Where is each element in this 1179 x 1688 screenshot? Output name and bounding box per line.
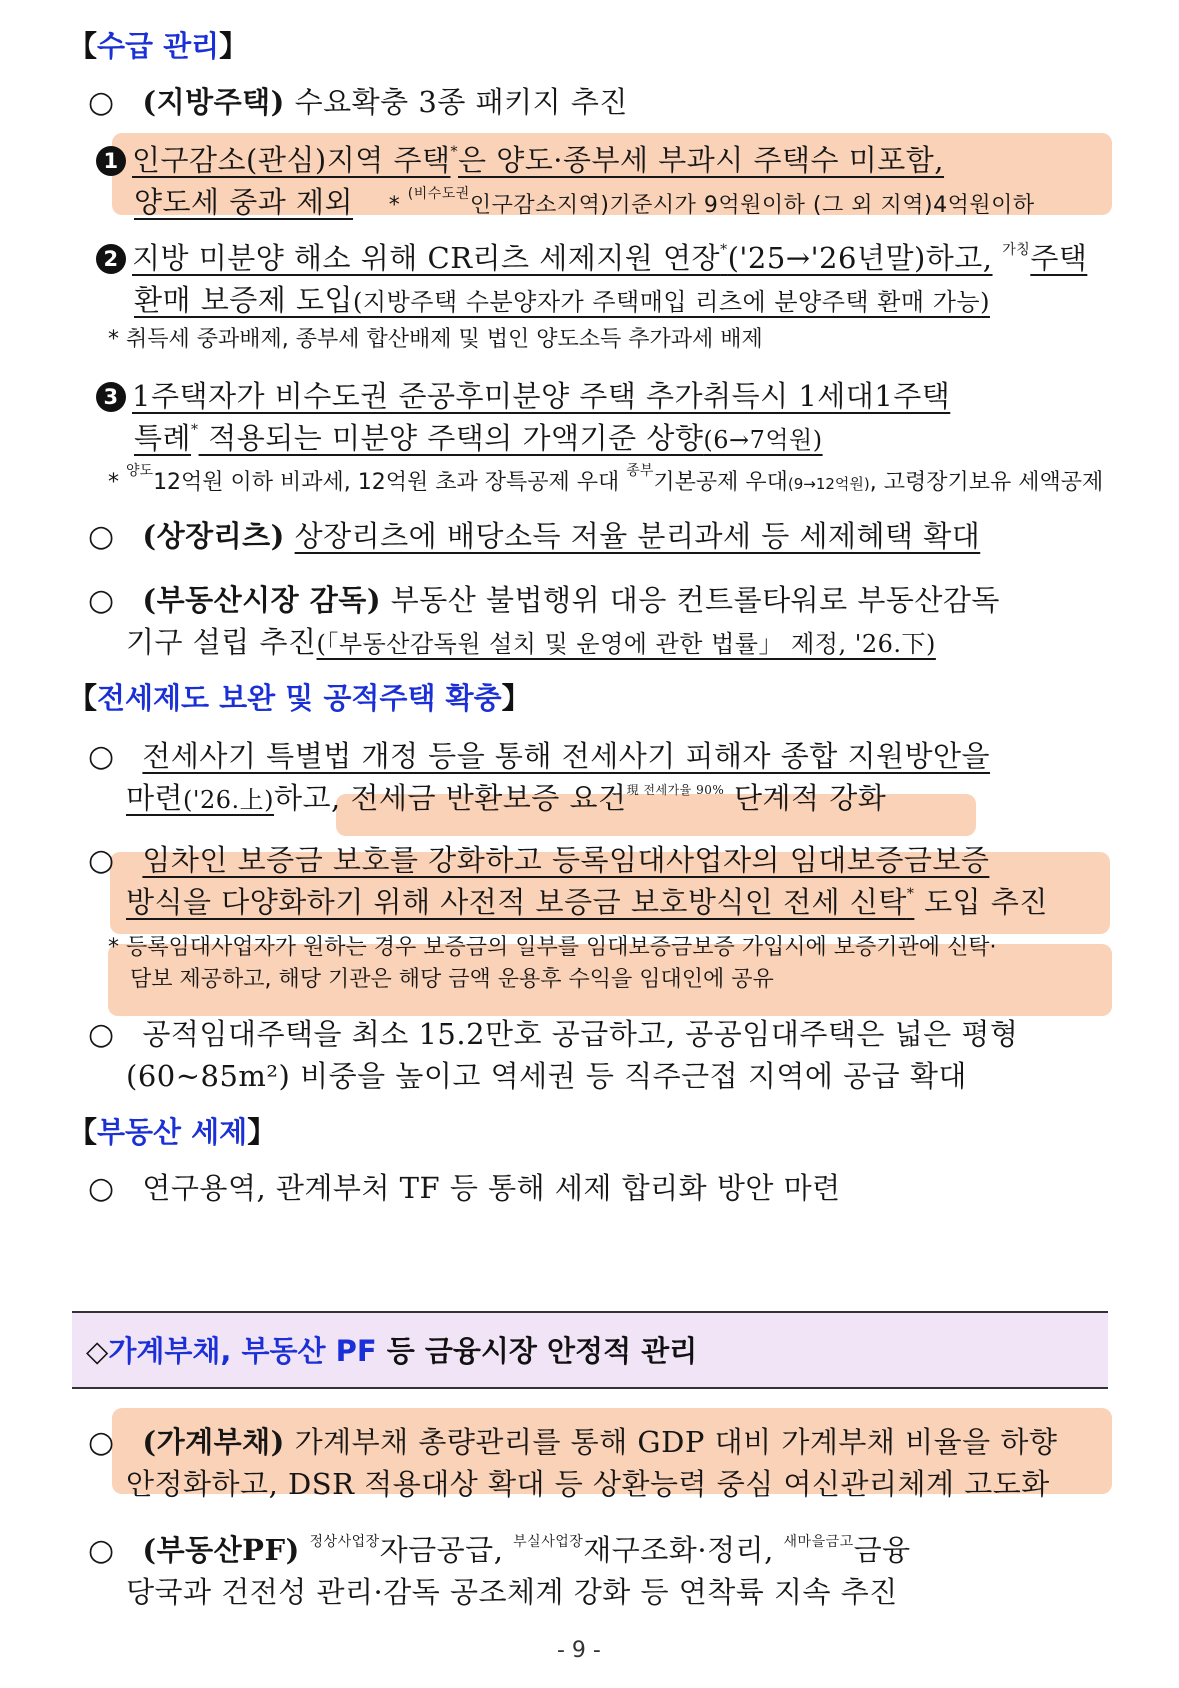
public-housing-line2: (60~85m²) 비중을 높이고 역세권 등 직주근접 지역에 공급 확대 <box>126 1059 967 1093</box>
item1-line2: 양도세 중과 제외 * $^{(비수도권}$인구감소지역)기준시가 9억원이하 (그 외 지역)4억원이하 <box>134 185 1035 219</box>
item1-line1: 1 인구감소(관심)지역 주택*은 양도·종부세 부과시 주택수 미포함, <box>96 138 944 179</box>
item2-line1: 2 지방 미분양 해소 위해 CR리츠 세제지원 연장*('25→'26년말)하고, $^{가칭}$주택 <box>96 236 1087 277</box>
page-number: - 9 - <box>557 1638 601 1663</box>
item2-line2: 환매 보증제 도입(지방주택 수분양자가 주택매입 리츠에 분양주택 환매 가능) <box>134 283 990 317</box>
deposit-note-line2: 담보 제공하고, 해당 기관은 해당 금액 운용후 수익을 임대인에 공유 <box>130 967 774 992</box>
section-heading-jeonse: 【전세제도 보완 및 공적주택 확충】 <box>68 681 531 715</box>
number-badge-1: 1 <box>96 146 126 176</box>
bullet-deposit: ○ 임차인 보증금 보호를 강화하고 등록임대사업자의 임대보증금보증 <box>88 843 990 878</box>
bullet-supervision: ○ (부동산시장 감독) 부동산 불법행위 대응 컨트롤타워로 부동산감독 <box>88 583 1000 618</box>
pf-line2: 당국과 건전성 관리·감독 공조체계 강화 등 연착륙 지속 추진 <box>126 1575 898 1609</box>
bullet-reits: ○ (상장리츠) 상장리츠에 배당소득 저율 분리과세 등 세제혜택 확대 <box>88 519 981 554</box>
number-badge-2: 2 <box>96 244 126 274</box>
section-heading-supply: 【수급 관리】 <box>68 29 249 63</box>
bullet-pf: ○ (부동산PF) $^{정상사업장}$자금공급, $^{부실사업장}$재구조화·정리, $^{새마을금고}$금융 <box>88 1533 911 1568</box>
section-heading-tax: 【부동산 세제】 <box>68 1115 277 1149</box>
deposit-note-line1: * 등록임대사업자가 원하는 경우 보증금의 일부를 임대보증금보증 가입시에 보증기관에 신탁· <box>108 935 997 960</box>
item3-note: * $^{양도}$12억원 이하 비과세, 12억원 초과 장특공제 우대 $^{종부}$기본공제 우대(9→12억원), 고령장기보유 세액공제 <box>108 463 1104 495</box>
finance-heading: ◇가계부채, 부동산 PF 등 금융시장 안정적 관리 <box>86 1334 698 1368</box>
fraud-line2: 마련('26.上)하고, 전세금 반환보증 요건$^{現 전세가율 90\%}$ 단계적 강화 <box>126 781 887 815</box>
number-badge-3: 3 <box>96 382 126 412</box>
finance-heading-box <box>72 1311 1108 1389</box>
bullet-fraud: ○ 전세사기 특별법 개정 등을 통해 전세사기 피해자 종합 지원방안을 <box>88 739 991 774</box>
deposit-line2: 방식을 다양화하기 위해 사전적 보증금 보호방식인 전세 신탁* 도입 추진 <box>126 885 1048 919</box>
bullet-regional: ○ (지방주택) 수요확충 3종 패키지 추진 <box>88 85 628 120</box>
bullet-icon: ○ <box>88 85 115 120</box>
item2-note: * 취득세 중과배제, 종부세 합산배제 및 법인 양도소득 추가과세 배제 <box>108 327 763 352</box>
item3-line2: 특례* 적용되는 미분양 주택의 가액기준 상향(6→7억원) <box>134 421 823 455</box>
bullet-household: ○ (가계부채) 가계부채 총량관리를 통해 GDP 대비 가계부채 비율을 하향 <box>88 1425 1058 1460</box>
item3-line1: 3 1주택자가 비수도권 준공후미분양 주택 추가취득시 1세대1주택 <box>96 374 950 415</box>
household-line2: 안정화하고, DSR 적용대상 확대 등 상환능력 중심 여신관리체계 고도화 <box>126 1467 1050 1501</box>
supervision-line2: 기구 설립 추진(「부동산감독원 설치 및 운영에 관한 법률」 제정, '26.下) <box>126 625 936 659</box>
bullet-public-housing: ○ 공적임대주택을 최소 15.2만호 공급하고, 공공임대주택은 넓은 평형 <box>88 1017 1019 1052</box>
bullet-tax: ○ 연구용역, 관계부처 TF 등 통해 세제 합리화 방안 마련 <box>88 1171 841 1206</box>
diamond-icon: ◇ <box>86 1334 109 1368</box>
